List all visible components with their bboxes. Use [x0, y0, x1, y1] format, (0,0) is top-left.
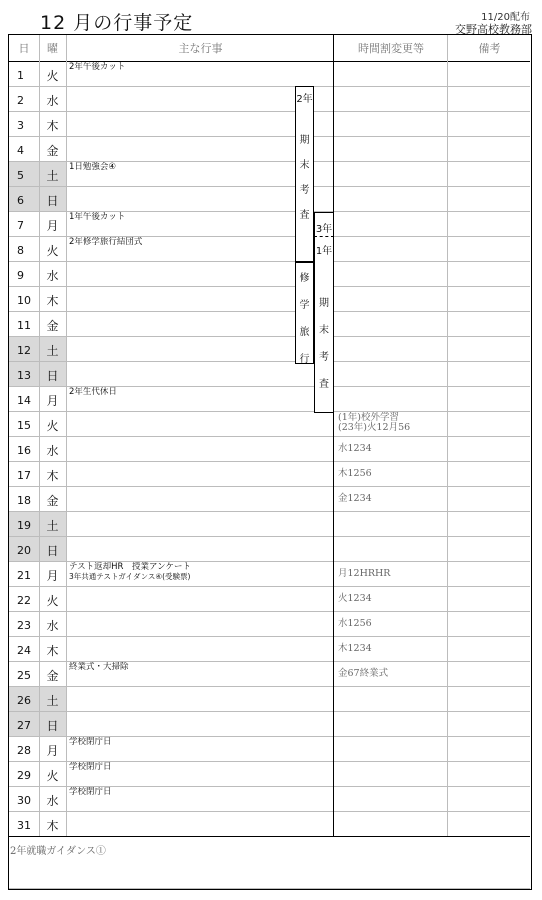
weekday-cell: 水 — [46, 94, 59, 108]
exam-2nd-year-char: 末 — [299, 160, 310, 171]
weekday-cell: 木 — [46, 469, 59, 483]
timetable-text: 金67終業式 — [338, 667, 389, 679]
weekday-cell: 土 — [39, 511, 66, 536]
table-row — [9, 536, 530, 561]
day-cell: 31 — [17, 819, 31, 832]
event-text: 2年修学旅行結団式 — [69, 237, 143, 247]
timetable-text: 火1234 — [338, 592, 372, 604]
day-cell: 10 — [17, 294, 31, 307]
timetable-cell — [336, 736, 448, 761]
day-cell: 6 — [9, 186, 39, 211]
page-title: 12 月の行事予定 — [40, 12, 194, 34]
event-cell — [68, 611, 333, 636]
row-divider — [9, 386, 530, 387]
table-row — [9, 286, 530, 311]
row-divider — [9, 186, 530, 187]
timetable-cell — [336, 411, 448, 436]
weekday-cell: 水 — [46, 269, 59, 283]
table-row — [9, 61, 530, 86]
exam-1st-year-box — [314, 237, 334, 413]
school-trip-box — [295, 262, 314, 364]
day-cell: 24 — [17, 644, 31, 657]
row-divider — [9, 111, 530, 112]
table-row — [9, 161, 530, 186]
table-row — [9, 361, 530, 386]
table-row — [9, 511, 530, 536]
weekday-cell: 土 — [39, 336, 66, 361]
day-cell: 15 — [17, 419, 31, 432]
exam-2nd-year-char: 考 — [299, 185, 310, 196]
table-row — [9, 261, 530, 286]
weekday-cell: 水 — [46, 619, 59, 633]
event-text: 終業式・大掃除 — [69, 662, 129, 672]
timetable-cell — [336, 111, 448, 136]
day-cell: 21 — [17, 569, 31, 582]
timetable-cell — [336, 286, 448, 311]
day-cell: 23 — [17, 619, 31, 632]
table-row — [9, 711, 530, 736]
weekday-cell: 水 — [46, 444, 59, 458]
day-cell: 4 — [17, 144, 24, 157]
event-cell — [68, 761, 333, 786]
day-cell: 25 — [17, 669, 31, 682]
timetable-cell — [336, 611, 448, 636]
exam-2nd-year-char: 査 — [299, 210, 310, 221]
weekday-cell: 月 — [46, 394, 59, 408]
header-weekday: 曜 — [47, 42, 58, 55]
column-divider — [39, 35, 40, 836]
weekday-cell: 木 — [46, 644, 59, 658]
event-cell — [68, 411, 333, 436]
row-divider — [9, 136, 530, 137]
school-trip-char: 旅 — [299, 327, 310, 338]
event-text: 1日勉強会④ — [69, 162, 117, 172]
timetable-cell — [336, 761, 448, 786]
weekday-cell: 金 — [46, 144, 59, 158]
exam-1st-year-char: 考 — [319, 352, 329, 363]
event-text: 学校閉庁日 — [69, 737, 112, 747]
timetable-cell — [336, 211, 448, 236]
timetable-cell — [336, 311, 448, 336]
timetable-cell — [336, 61, 448, 86]
timetable-cell — [336, 236, 448, 261]
timetable-text: 水1234 — [338, 442, 372, 454]
day-cell: 29 — [17, 769, 31, 782]
timetable-cell — [336, 486, 448, 511]
weekday-cell: 日 — [39, 536, 66, 561]
event-cell — [68, 561, 333, 586]
day-cell: 13 — [9, 361, 39, 386]
exam-3rd-year-box — [314, 212, 334, 237]
event-cell — [68, 136, 333, 161]
weekday-cell: 月 — [46, 219, 59, 233]
row-divider — [9, 311, 530, 312]
table-row — [9, 211, 530, 236]
exam-2nd-year-char: 期 — [299, 135, 310, 146]
day-cell: 18 — [17, 494, 31, 507]
day-cell: 30 — [17, 794, 31, 807]
weekday-cell: 火 — [46, 594, 59, 608]
row-divider — [9, 586, 530, 587]
event-cell — [68, 86, 333, 111]
timetable-text: 木1234 — [338, 642, 372, 654]
table-row — [9, 136, 530, 161]
timetable-cell — [336, 261, 448, 286]
day-cell: 14 — [17, 394, 31, 407]
event-cell — [68, 736, 333, 761]
row-divider — [9, 486, 530, 487]
table-row — [9, 636, 530, 661]
event-cell — [68, 161, 333, 186]
event-cell — [68, 436, 333, 461]
table-row — [9, 236, 530, 261]
event-cell — [68, 536, 333, 561]
timetable-text: 月12HRHR — [338, 567, 391, 579]
day-cell: 8 — [17, 244, 24, 257]
event-text: 2年生代休日 — [69, 387, 117, 397]
weekday-cell: 木 — [46, 119, 59, 133]
timetable-cell — [336, 436, 448, 461]
row-divider — [9, 761, 530, 762]
timetable-cell — [336, 161, 448, 186]
timetable-cell — [336, 811, 448, 836]
row-divider — [9, 786, 530, 787]
event-cell — [68, 661, 333, 686]
day-cell: 26 — [9, 686, 39, 711]
event-cell — [68, 711, 333, 736]
table-row — [9, 386, 530, 411]
exam-1st-year-char: 期 — [319, 298, 329, 309]
table-row — [9, 336, 530, 361]
exam-1st-year-head: 1年 — [315, 246, 333, 257]
event-cell — [68, 461, 333, 486]
table-row — [9, 436, 530, 461]
department-name: 交野高校教務部 — [455, 23, 532, 36]
timetable-cell — [336, 511, 448, 536]
weekday-cell: 金 — [46, 494, 59, 508]
exam-2nd-year-head: 2年 — [296, 94, 313, 105]
day-cell: 9 — [17, 269, 24, 282]
timetable-cell — [336, 461, 448, 486]
timetable-cell — [336, 561, 448, 586]
row-divider — [9, 361, 530, 362]
weekday-cell: 日 — [39, 186, 66, 211]
weekday-cell: 土 — [39, 161, 66, 186]
weekday-cell: 火 — [46, 244, 59, 258]
day-cell: 12 — [9, 336, 39, 361]
row-divider — [9, 436, 530, 437]
event-cell — [68, 211, 333, 236]
event-cell — [68, 286, 333, 311]
row-divider — [9, 811, 530, 812]
header-timetable: 時間割変更等 — [358, 42, 424, 55]
weekday-cell: 木 — [46, 819, 59, 833]
header-events: 主な行事 — [178, 42, 223, 55]
day-cell: 3 — [17, 119, 24, 132]
weekday-cell: 日 — [39, 361, 66, 386]
row-divider — [9, 461, 530, 462]
table-row — [9, 111, 530, 136]
distribution-date: 11/20配布 — [481, 12, 530, 23]
row-divider — [9, 636, 530, 637]
weekday-cell: 木 — [46, 294, 59, 308]
row-divider — [9, 161, 530, 162]
table-row — [9, 736, 530, 761]
weekday-cell: 月 — [46, 744, 59, 758]
timetable-text: (1年)校外学習 — [338, 412, 399, 423]
day-cell: 19 — [9, 511, 39, 536]
event-cell — [68, 636, 333, 661]
event-cell — [68, 186, 333, 211]
timetable-cell — [336, 661, 448, 686]
table-row — [9, 186, 530, 211]
row-divider — [9, 711, 530, 712]
weekday-cell: 水 — [46, 794, 59, 808]
column-divider — [333, 35, 334, 836]
table-row — [9, 461, 530, 486]
table-row — [9, 86, 530, 111]
weekday-cell: 金 — [46, 319, 59, 333]
event-text: 2年午後カット — [69, 62, 126, 72]
day-cell: 27 — [9, 711, 39, 736]
event-cell — [68, 811, 333, 836]
row-divider — [9, 611, 530, 612]
day-cell: 1 — [17, 69, 24, 82]
timetable-cell — [336, 786, 448, 811]
row-divider — [9, 86, 530, 87]
timetable-text: 木1256 — [338, 467, 372, 479]
column-divider — [66, 35, 67, 836]
event-cell — [68, 786, 333, 811]
timetable-cell — [336, 536, 448, 561]
event-cell — [68, 236, 333, 261]
table-row — [9, 311, 530, 336]
bottom-note: 2年就職ガイダンス① — [10, 846, 106, 857]
exam-1st-year-char: 査 — [319, 379, 329, 390]
table-row — [9, 586, 530, 611]
day-cell: 7 — [17, 219, 24, 232]
timetable-cell — [336, 186, 448, 211]
day-cell: 2 — [17, 94, 24, 107]
row-divider — [9, 686, 530, 687]
row-divider — [9, 61, 530, 62]
header-day: 日 — [18, 42, 30, 55]
event-cell — [68, 511, 333, 536]
event-text: 1年午後カット — [69, 212, 126, 222]
timetable-cell — [336, 386, 448, 411]
timetable-cell — [336, 86, 448, 111]
table-row — [9, 686, 530, 711]
table-row — [9, 486, 530, 511]
row-divider — [9, 536, 530, 537]
exam-3rd-year-head: 3年 — [315, 224, 333, 235]
timetable-cell — [336, 711, 448, 736]
event-cell — [68, 361, 333, 386]
row-divider — [9, 661, 530, 662]
timetable-cell — [336, 336, 448, 361]
day-cell: 16 — [17, 444, 31, 457]
weekday-cell: 金 — [46, 669, 59, 683]
row-divider — [9, 736, 530, 737]
table-row — [9, 611, 530, 636]
event-cell — [68, 386, 333, 411]
weekday-cell: 日 — [39, 711, 66, 736]
row-divider — [9, 211, 530, 212]
school-trip-char: 修 — [299, 273, 310, 284]
event-text: 学校閉庁日 — [69, 762, 112, 772]
weekday-cell: 火 — [46, 769, 59, 783]
table-row — [9, 661, 530, 686]
table-row — [9, 811, 530, 836]
event-cell — [68, 486, 333, 511]
timetable-cell — [336, 686, 448, 711]
row-divider — [9, 336, 530, 337]
event-text: 学校閉庁日 — [69, 787, 112, 797]
table-row — [9, 786, 530, 811]
timetable-cell — [336, 636, 448, 661]
day-cell: 5 — [9, 161, 39, 186]
exam-1st-year-char: 末 — [319, 325, 329, 336]
timetable-cell — [336, 136, 448, 161]
row-divider — [9, 561, 530, 562]
day-cell: 11 — [17, 319, 31, 332]
timetable-text: 金1234 — [338, 492, 372, 504]
day-cell: 20 — [9, 536, 39, 561]
event-cell — [68, 111, 333, 136]
table-row — [9, 411, 530, 436]
weekday-cell: 土 — [39, 686, 66, 711]
event-cell — [68, 261, 333, 286]
row-divider — [9, 411, 530, 412]
timetable-text: 水1256 — [338, 617, 372, 629]
school-trip-char: 学 — [299, 300, 310, 311]
exam-2nd-year-box — [295, 86, 314, 262]
timetable-text-secondary: (23年)火12月56 — [338, 422, 411, 433]
row-divider — [9, 261, 530, 262]
weekday-cell: 火 — [46, 69, 59, 83]
row-divider — [9, 236, 530, 237]
timetable-cell — [336, 361, 448, 386]
event-cell — [68, 61, 333, 86]
day-cell: 17 — [17, 469, 31, 482]
event-cell — [68, 336, 333, 361]
row-divider — [9, 286, 530, 287]
weekday-cell: 月 — [46, 569, 59, 583]
event-text: テスト返却HR 授業アンケート — [69, 562, 191, 572]
footer-divider — [9, 888, 530, 889]
table-row — [9, 561, 530, 586]
timetable-cell — [336, 586, 448, 611]
event-cell — [68, 586, 333, 611]
school-trip-char: 行 — [299, 354, 310, 365]
day-cell: 22 — [17, 594, 31, 607]
event-cell — [68, 311, 333, 336]
weekday-cell: 火 — [46, 419, 59, 433]
row-divider — [9, 511, 530, 512]
header-notes: 備考 — [478, 42, 501, 55]
event-text-secondary: 3年共通テストガイダンス④(受験票) — [69, 572, 191, 581]
event-cell — [68, 686, 333, 711]
day-cell: 28 — [17, 744, 31, 757]
row-divider — [9, 836, 530, 837]
schedule-table — [8, 34, 532, 890]
table-row — [9, 761, 530, 786]
column-divider — [447, 35, 448, 836]
